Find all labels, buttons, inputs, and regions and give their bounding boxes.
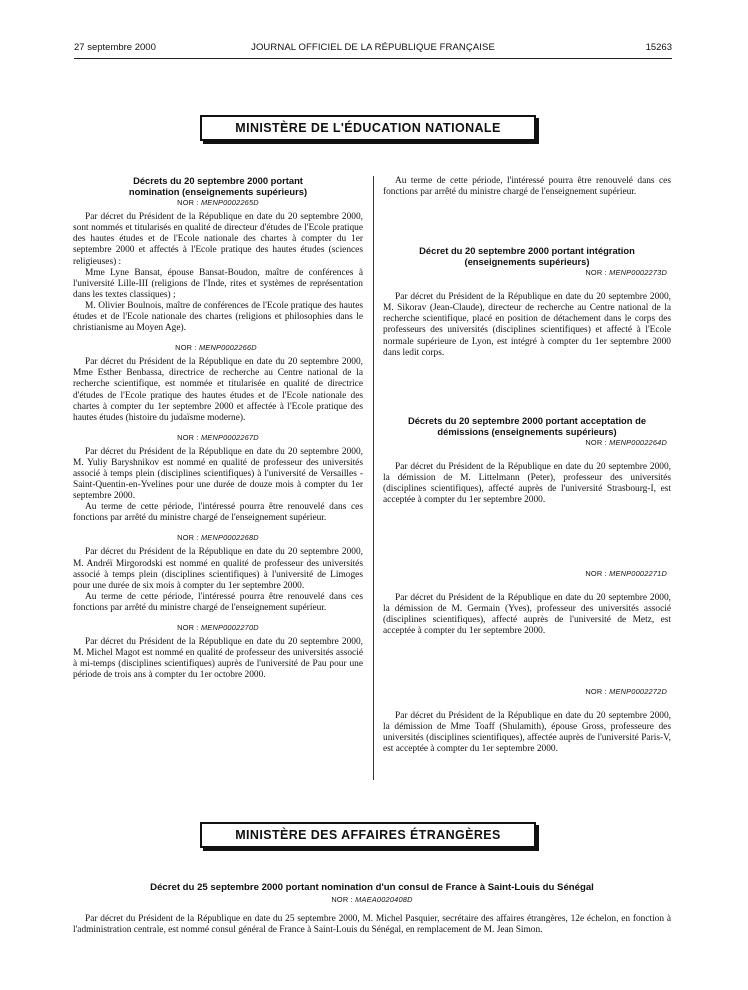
decree-paragraph: M. Olivier Boulnois, maître de conférences de l'Ecole pratique des hautes études et de l'Ecole nationale des chartes (religions et philosophies dans le christianisme au Moyen Age). bbox=[73, 300, 363, 334]
decree-paragraph: Par décret du Président de la République en date du 20 septembre 2000, la démission de Mme Toaff (Shulamith), épouse Gross, professeure des universités (disciplines scientifiques), affectée auprès de l'université Paris-V, est acceptée à compter du 1er septembre 2000. bbox=[383, 711, 671, 755]
decree-paragraph: Par décret du Président de la République en date du 20 septembre 2000, M. Sikorav (Jean-Claude), directeur de recherche au Centre national de la recherche scientifique, placé en position de détachement dans le corps des professeurs des universités (disciplines scientifiques) et affecté à l'Ecole normale supérieure de Lyon, est intégré à compter du 1er septembre 2000 dans ledit corps. bbox=[383, 292, 671, 358]
column-divider bbox=[373, 176, 374, 780]
nor-code: MENP0002268D bbox=[200, 533, 259, 543]
decree-title: Décret du 25 septembre 2000 portant nomination d'un consul de France à Saint-Louis du Sénégal bbox=[150, 882, 594, 893]
nor-label: NOR : bbox=[585, 687, 607, 696]
decree-paragraph: Au terme de cette période, l'intéressé pourra être renouvelé dans ces fonctions par arrêté du ministre chargé de l'enseignement supérieur. bbox=[73, 591, 363, 613]
nor-reference bbox=[73, 342, 363, 353]
decree-paragraph: Mme Lyne Bansat, épouse Bansat-Boudon, maître de conférences à l'université Lille-III (religions de l'Inde, rites et systèmes de représentation dans les textes classiques) ; bbox=[73, 267, 363, 300]
decree-title: Décrets du 20 septembre 2000 portant acceptation de démissions (enseignements supérieurs) bbox=[407, 415, 647, 437]
decree-paragraph: Par décret du Président de la République en date du 20 septembre 2000, M. Michel Magot est nommé en qualité de professeur des universités associé à mi-temps (disciplines scientifiques) auprès de l'université de Pau pour une période de trois ans à compter du 1er octobre 2000. bbox=[73, 637, 363, 681]
decree-paragraph: Par décret du Président de la République en date du 20 septembre 2000, la démission de M. Littelmann (Peter), professeur des universités (disciplines scientifiques), affecté auprès de l'université Strasbourg-I, est acceptée à compter du 1er septembre 2000. bbox=[383, 462, 671, 506]
nor-reference bbox=[73, 622, 363, 633]
nor-code: MENP0002267D bbox=[200, 432, 259, 442]
nor-label: NOR : bbox=[585, 438, 607, 448]
nor-reference bbox=[383, 437, 671, 448]
decree-block bbox=[383, 568, 671, 637]
nor-reference bbox=[73, 432, 363, 443]
nor-reference bbox=[383, 568, 671, 579]
nor-label: NOR : bbox=[177, 198, 199, 208]
decree-title: Décret du 20 septembre 2000 portant intégration (enseignements supérieurs) bbox=[419, 245, 635, 267]
decree-block bbox=[383, 686, 671, 755]
nor-code: MENP0002272D bbox=[609, 687, 667, 696]
nor-reference bbox=[383, 267, 671, 278]
decree-paragraph: Par décret du Président de la République en date du 20 septembre 2000, M. Andréï Mirgorodski est nommé en qualité de professeur des universités associé à temps plein (disciplines scientifiques) à l'université de Limoges pour une durée de six mois à compter du 1er septembre 2000. bbox=[73, 547, 363, 591]
right-column bbox=[383, 176, 671, 786]
nor-label: NOR : bbox=[177, 623, 199, 632]
decree-paragraph: Au terme de cette période, l'intéressé pourra être renouvelé dans ces fonctions par arrêté du ministre chargé de l'enseignement supérieur. bbox=[73, 502, 363, 524]
nor-code: MENP0002265D bbox=[200, 198, 259, 208]
foreign-affairs-decree bbox=[73, 883, 671, 936]
decree-paragraph: Au terme de cette période, l'intéressé pourra être renouvelé dans ces fonctions par arrêté du ministre chargé de l'enseignement supérieur. bbox=[383, 176, 671, 198]
decree-paragraph: Par décret du Président de la République en date du 25 septembre 2000, M. Michel Pasquier, secrétaire des affaires étrangères, 12e échelon, en fonction à l'administration centrale, est nommé consul général de France à Saint-Louis du Sénégal, en remplacement de M. Jean Simon. bbox=[73, 913, 671, 935]
nor-code: MENP0002264D bbox=[609, 438, 667, 448]
nor-code: MENP0002271D bbox=[609, 569, 667, 578]
decree-paragraph: Par décret du Président de la République en date du 20 septembre 2000, la démission de M. Germain (Yves), professeur des universités associé (disciplines scientifiques), affecté auprès de l'université de Metz, est acceptée à compter du 1er septembre 2000. bbox=[383, 593, 671, 637]
ministry-heading-education: MINISTÈRE DE L'ÉDUCATION NATIONALE bbox=[200, 115, 536, 141]
nor-reference bbox=[73, 197, 363, 208]
left-column bbox=[73, 176, 363, 681]
decree-paragraph: Par décret du Président de la République en date du 20 septembre 2000, sont nommés et titularisés en qualité de directeur d'études de l'Ecole pratique des hautes études et de l'Ecole nationale des chartes à compter du 1er septembre 2000 et affectés à l'Ecole pratique des hautes études (sciences religieuses) : bbox=[73, 212, 363, 267]
page-number: 15263 bbox=[645, 42, 672, 53]
nor-label: NOR : bbox=[585, 268, 607, 278]
decree-block bbox=[383, 246, 671, 359]
nor-code: MENP0002266D bbox=[198, 343, 257, 353]
decree-paragraph: Par décret du Président de la République en date du 20 septembre 2000, M. Yuliy Baryshnikov est nommé en qualité de professeur des universités associé à temps plein (disciplines scientifiques) à l'université de Versailles - Saint-Quentin-en-Yvelines pour une durée de douze mois à compter du 1er septembre 2000. bbox=[73, 446, 363, 502]
header-rule bbox=[74, 58, 672, 59]
nor-label: NOR : bbox=[585, 569, 607, 578]
nor-label: NOR : bbox=[177, 533, 199, 543]
nor-label: NOR : bbox=[331, 894, 353, 904]
nor-reference bbox=[383, 686, 671, 697]
ministry-heading-foreign-affairs: MINISTÈRE DES AFFAIRES ÉTRANGÈRES bbox=[200, 822, 536, 848]
nor-code: MAEA0020408D bbox=[355, 894, 413, 904]
nor-reference bbox=[73, 894, 671, 905]
header-date: 27 septembre 2000 bbox=[74, 42, 156, 53]
nor-code: MENP0002273D bbox=[609, 268, 667, 278]
nor-label: NOR : bbox=[177, 432, 199, 442]
nor-reference bbox=[73, 532, 363, 543]
decree-block bbox=[383, 416, 671, 507]
nor-code: MENP0002270D bbox=[200, 623, 259, 632]
decree-paragraph: Par décret du Président de la République en date du 20 septembre 2000, Mme Esther Benbassa, directrice de recherche au Centre national de la recherche scientifique, est nommée et titularisée en qualité de directrice d'études de l'Ecole pratique des hautes études et de l'Ecole nationale des chartes à compter du 1er septembre 2000 et affectée à l'Ecole pratique des hautes études (histoire du judaïsme moderne). bbox=[73, 357, 363, 423]
page-header bbox=[74, 42, 672, 56]
nor-label: NOR : bbox=[175, 343, 197, 353]
journal-title: JOURNAL OFFICIEL DE LA RÉPUBLIQUE FRANÇAISE bbox=[251, 42, 495, 53]
decree-title: Décrets du 20 septembre 2000 portant nomination (enseignements supérieurs) bbox=[128, 175, 308, 197]
